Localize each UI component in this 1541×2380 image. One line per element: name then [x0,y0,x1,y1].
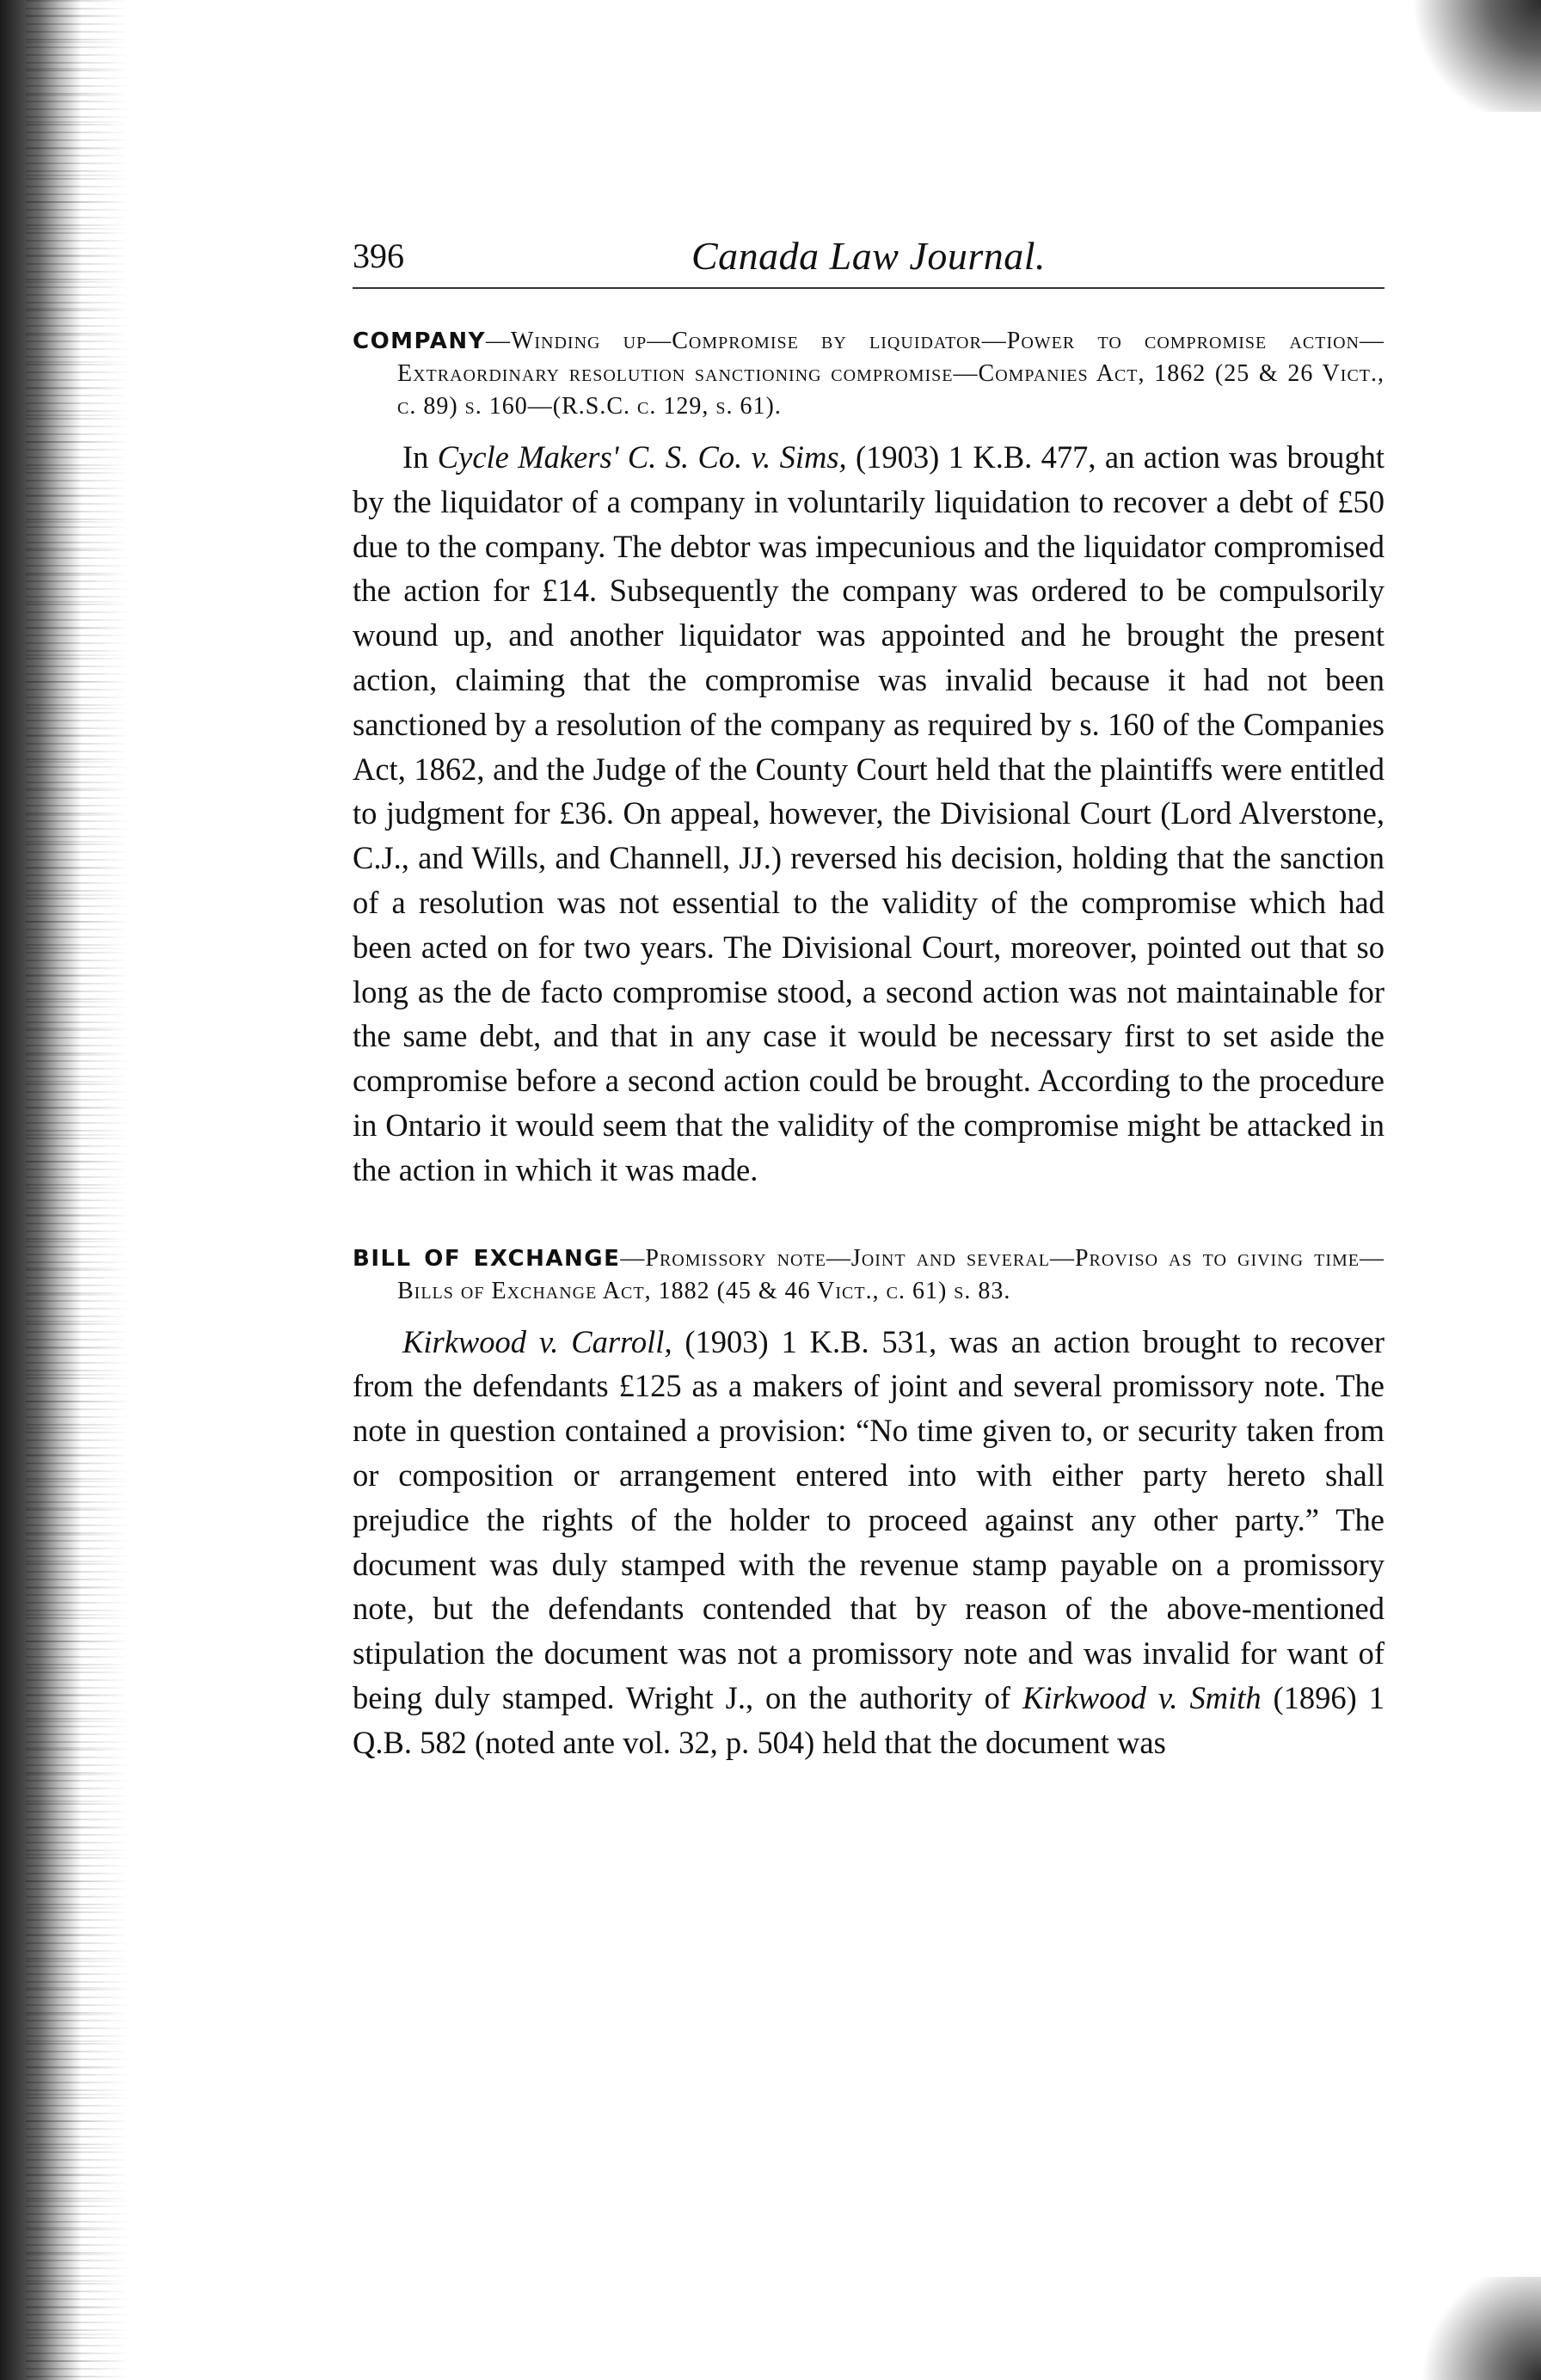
headnote-text: —Winding up—Compromise by liquidator—Power to compromise action—Extraordinary resolution sanctioning compromise—Companies Act, 1862 (25 & 26 Vict., c. 89) s. 160—(R.S.C. c. 129, s. 61). [397,328,1384,420]
case-citation-name-2: Kirkwood v. Smith [1022,1679,1262,1715]
document-page [353,232,1384,1765]
case-paragraph [353,1320,1384,1765]
paragraph-prefix: In [402,439,438,475]
paragraph-body: (1903) 1 K.B. 531, was an action brought to recover from the defendants £125 as a makers of joint and several promissory note. The note in question contained a provision: “No time given to, or security taken from or composition or arrangement entered into with either party hereto shall prejudice the rights of the holder to proceed against any other party.” The document was duly stamped with the revenue stamp payable on a promissory note, but the defendants contended that by reason of the above-mentioned stipulation the document was not a promissory note and was invalid for want of being duly stamped. Wright J., on the authority of [353,1323,1384,1715]
section-company [353,325,1384,1193]
page-number: 396 [353,236,404,275]
journal-title: Canada Law Journal. [691,234,1047,278]
paragraph-body: (1903) 1 K.B. 477, an action was brought by the liquidator of a company in voluntarily liquidation to recover a debt of £50 due to the company. The debtor was impecunious and the liquidator compromised the action for £14. Subsequently the company was ordered to be compulsorily wound up, and another liquidator was appointed and he brought the present action, claiming that the compromise was invalid because it had not been sanctioned by a resolution of the company as required by s. 160 of the Companies Act, 1862, and the Judge of the County Court held that the plaintiffs were entitled to judgment for £36. On appeal, however, the Divisional Court (Lord Alverstone, C.J., and Wills, and Channell, JJ.) reversed his decision, holding that the sanction of a resolution was not essential to the validity of the compromise which had been acted on for two years. The Divisional Court, moreover, pointed out that so long as the de facto compromise stood, a second action was not maintainable for the same debt, and that in any case it would be necessary first to set aside the compromise before a second action could be brought. According to the procedure in Ontario it would seem that the validity of the compromise might be attacked in the action in which it was made. [353,439,1384,1187]
scan-corner-shadow-top [1412,0,1541,112]
scan-binding-noise [26,0,129,2380]
headnote-text: —Promissory note—Joint and several—Proviso as to giving time—Bills of Exchange Act, 1882 (45 & 46 Vict., c. 61) s. 83. [397,1244,1385,1304]
headnote [353,325,1384,423]
paragraph-body-2: (1896) 1 Q.B. 582 (noted ante vol. 32, p. 504) held that the document was [353,1679,1385,1760]
section-divider-space [353,1193,1384,1242]
running-head [353,232,1384,289]
headnote [353,1242,1384,1308]
case-citation-name: Kirkwood v. Carroll, [402,1323,672,1359]
section-bill-of-exchange [353,1242,1384,1765]
case-citation-name: Cycle Makers' C. S. Co. v. Sims, [437,439,847,475]
headnote-lead: BILL OF EXCHANGE [353,1245,621,1272]
scan-corner-shadow-bottom [1421,2277,1541,2380]
headnote-lead: COMPANY [353,328,486,354]
case-paragraph [353,435,1384,1193]
